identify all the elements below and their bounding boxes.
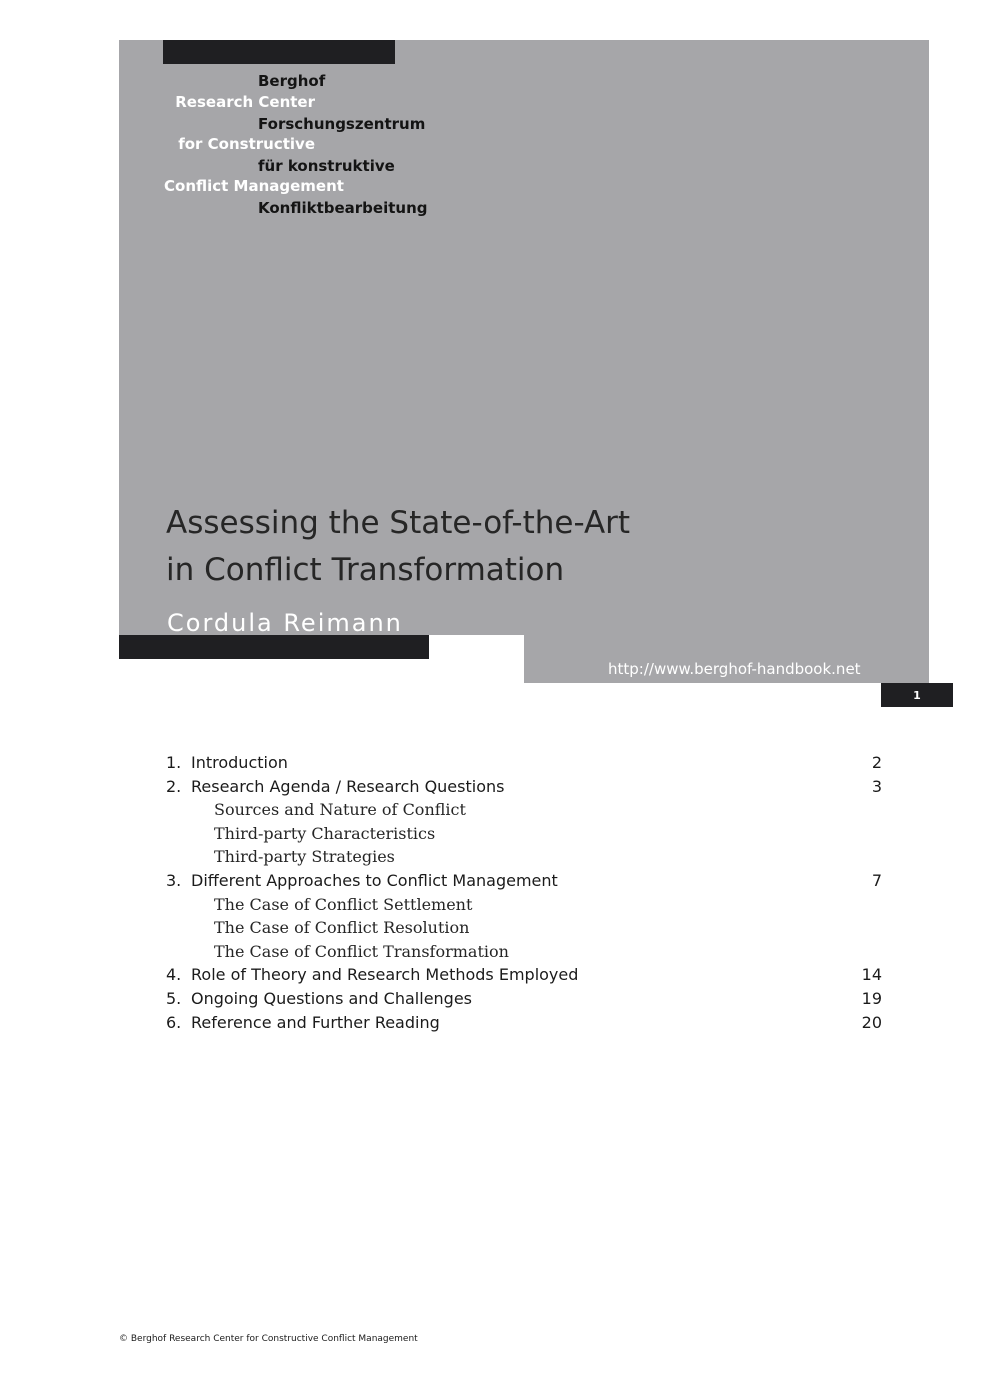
toc-number: 3. (166, 870, 182, 890)
toc-page: 7 (871, 870, 882, 890)
logo-line: for Constructive (178, 135, 315, 153)
toc-entry-reference[interactable] (166, 1011, 882, 1035)
toc-label: Research Agenda / Research Questions (191, 776, 505, 796)
logo-line: für konstruktive (258, 157, 395, 175)
toc-number: 2. (166, 776, 182, 796)
toc-number: 1. (166, 753, 182, 772)
toc-entry-theory[interactable] (166, 963, 882, 987)
toc-label: Role of Theory and Research Methods Employed (191, 965, 579, 985)
page-number-badge: 1 (881, 683, 953, 707)
toc-label: Different Approaches to Conflict Management (191, 870, 558, 890)
toc-subentry[interactable] (166, 893, 882, 917)
table-of-contents (166, 751, 882, 1034)
toc-sub-label: The Case of Conflict Settlement (214, 894, 473, 914)
logo-line: Forschungszentrum (258, 115, 426, 133)
author-name: Cordula Reimann (167, 609, 403, 637)
logo-line: Konfliktbearbeitung (258, 199, 428, 217)
toc-sub-label: Third-party Characteristics (214, 823, 436, 843)
toc-page: 19 (861, 988, 882, 1008)
bottom-accent-bar (119, 635, 429, 659)
handbook-url[interactable]: http://www.berghof-handbook.net (608, 660, 861, 678)
document-title (166, 500, 630, 594)
toc-subentry[interactable] (166, 798, 882, 822)
toc-number: 6. (166, 1012, 182, 1032)
toc-entry-questions[interactable] (166, 987, 882, 1011)
toc-number: 4. (166, 965, 182, 985)
toc-sub-label: Sources and Nature of Conflict (214, 800, 466, 820)
toc-subentry[interactable] (166, 822, 882, 846)
toc-sub-label: Third-party Strategies (214, 847, 395, 867)
toc-entry-approaches[interactable] (166, 869, 882, 893)
logo-line: Berghof (258, 72, 326, 90)
toc-page: 3 (871, 776, 882, 796)
toc-number: 5. (166, 988, 182, 1008)
title-line-1: Assessing the State-of-the-Art (166, 505, 631, 541)
toc-subentry[interactable] (166, 940, 882, 964)
toc-sub-label: The Case of Conflict Resolution (214, 918, 470, 938)
toc-label: Ongoing Questions and Challenges (191, 988, 473, 1008)
toc-sub-label: The Case of Conflict Transformation (214, 941, 509, 961)
toc-subentry[interactable] (166, 845, 882, 869)
toc-entry-research-agenda[interactable] (166, 775, 882, 799)
title-line-2: in Conflict Transformation (166, 552, 565, 588)
toc-page: 20 (861, 1012, 882, 1032)
toc-page: 2 (871, 753, 882, 772)
logo-line: Conflict Management (164, 177, 344, 195)
toc-subentry[interactable] (166, 916, 882, 940)
toc-label: Introduction (191, 753, 288, 772)
toc-label: Reference and Further Reading (191, 1012, 440, 1032)
logo-line: Research Center (175, 93, 315, 111)
toc-page: 14 (861, 965, 882, 985)
toc-entry-introduction[interactable] (166, 751, 882, 775)
top-accent-bar (163, 40, 395, 64)
copyright-footer: © Berghof Research Center for Constructive Conflict Management (119, 1334, 418, 1344)
